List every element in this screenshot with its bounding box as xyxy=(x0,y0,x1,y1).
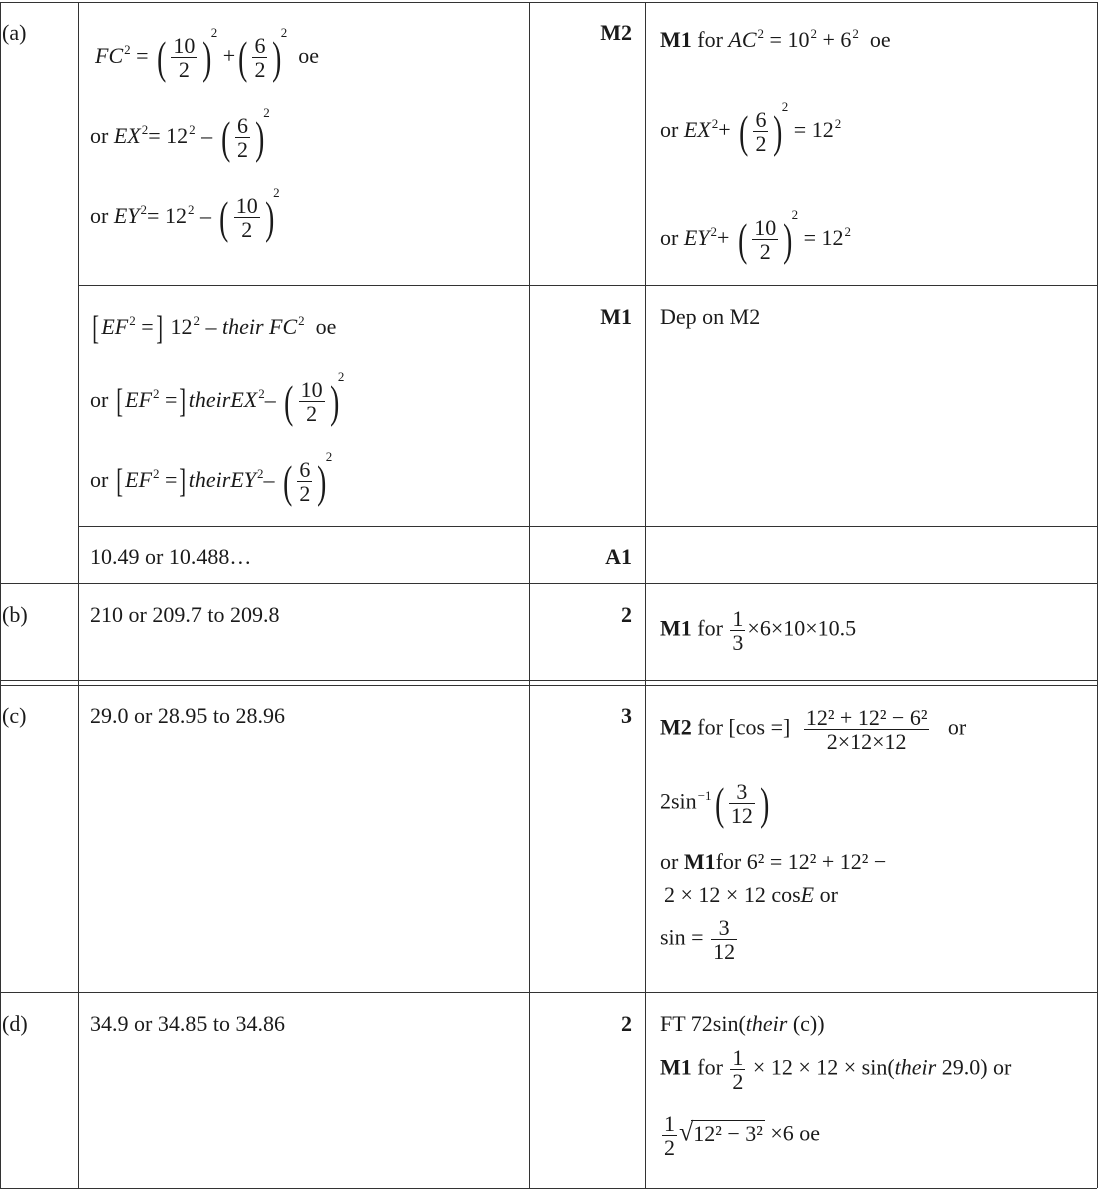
note-ex-alt: or $EX^2+$ ( $\frac{6}{2}$ )$^2 = 12^2$ xyxy=(660,99,842,157)
answer-d: 34.9 or 34.85 to 34.86 xyxy=(90,1011,285,1036)
part-label-a: (a) xyxy=(2,20,27,45)
answer-ef-from-ex: or [ $EF^2$ =] theirEX$^2$– ( $\frac{10}{2}$ )$^2$ xyxy=(90,369,345,427)
note-ey-alt: or $EY^2+$ ( $\frac{10}{2}$ )$^2 = 12^2$ xyxy=(660,207,852,265)
mark-a1: A1 xyxy=(605,544,632,569)
rule xyxy=(0,1188,1097,1189)
answer-c: 29.0 or 28.95 to 28.96 xyxy=(90,703,285,728)
mark-m1: M1 xyxy=(600,304,632,329)
note-c-sin-eq: sin = $\frac{3}{12}$ xyxy=(660,915,736,965)
answer-b: 210 or 209.7 to 209.8 xyxy=(90,602,280,627)
part-label-c: (c) xyxy=(2,703,27,728)
note-dep-on-m2: Dep on M2 xyxy=(660,304,761,329)
rule xyxy=(0,685,1097,686)
rule xyxy=(645,2,646,1188)
rule xyxy=(0,2,1,1188)
answer-ex-squared: or $EX^2= 12^2$ – ( $\frac{6}{2}$ )$^2$ xyxy=(90,105,270,163)
rule xyxy=(0,680,1097,681)
mark-d: 2 xyxy=(621,1011,632,1036)
part-label-d: (d) xyxy=(2,1011,28,1036)
rule xyxy=(0,992,1097,993)
mark-c: 3 xyxy=(621,703,632,728)
rule xyxy=(78,526,1097,527)
rule xyxy=(1097,2,1098,1188)
note-d-ft: FT 72sin(their (c)) xyxy=(660,1011,825,1036)
note-d-alt: $\frac{1}{2}$ √12² − 3² ×6 oe xyxy=(664,1111,821,1161)
note-c-m1: or M1for 6² = 12² + 12² − xyxy=(660,849,887,874)
note-d-m1: M1 for $\frac{1}{2}$ × 12 × 12 × sin(their 29.0) or xyxy=(660,1045,1012,1095)
answer-fc-squared: $FC^2$ = ( $\frac{10}{2}$ )$^2$ +( $\frac{6}{2}$ )$^2$ oe xyxy=(95,25,320,83)
note-c-cos: M2 for [cos =] $\frac{\text{12² + 12² − 6²}}{2\times 12\times 12}$ or xyxy=(660,705,967,755)
answer-ef-from-ey: or [ $EF^2$ =] theirEY$^2$– ( $\frac{6}{2}$ )$^2$ xyxy=(90,449,333,507)
rule xyxy=(78,285,1097,286)
answer-ey-squared: or $EY^2= 12^2$ – ( $\frac{10}{2}$ )$^2$ xyxy=(90,185,280,243)
answer-ef-from-fc: [ $EF^2$ =] $12^2$ – their $FC^2$ oe xyxy=(92,310,337,347)
answer-final-a: 10.49 or 10.488… xyxy=(90,544,252,569)
rule xyxy=(0,2,1097,3)
part-label-b: (b) xyxy=(2,602,28,627)
note-b: M1 for $\frac{1}{3}$ ×6×10×10.5 xyxy=(660,606,857,656)
note-c-sin: $2\sin^{-1}$( $\frac{3}{12}$ ) xyxy=(660,777,770,829)
rule xyxy=(529,2,530,1188)
mark-m2: M2 xyxy=(600,20,632,45)
note-ac-squared: M1 for $AC^2 = 10^2 + 6^2$ oe xyxy=(660,26,891,52)
rule xyxy=(0,583,1097,584)
note-c-m1-cont: 2 × 12 × 12 cosE or xyxy=(664,882,838,907)
mark-b: 2 xyxy=(621,602,632,627)
rule xyxy=(78,2,79,1188)
